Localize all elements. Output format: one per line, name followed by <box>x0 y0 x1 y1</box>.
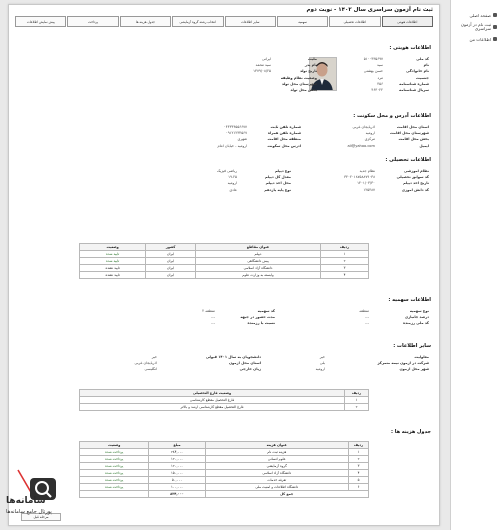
table-row: ۳ دانشگاه آزاد اسلامی ایران تایید نشده <box>80 265 369 272</box>
tab-other[interactable]: سایر اطلاعات <box>225 16 276 27</box>
form-icon <box>493 25 497 29</box>
address-section-title: اطلاعات آدرس و محل سکونت : <box>353 113 431 119</box>
tab-field-group[interactable]: انتخاب رشته گروه آزمایشی <box>172 16 223 27</box>
user-icon <box>493 37 497 41</box>
step-tabs <box>15 16 433 27</box>
tab-fees[interactable]: جدول هزینه ها <box>120 16 171 27</box>
table-row: ۵ تعرفه خدمات ۵۰,۰۰۰ پرداخت شده <box>80 477 369 484</box>
table-row: ۴ دانشگاه آزاد اسلامی ۱۵۰,۰۰۰ پرداخت شده <box>80 470 369 477</box>
table-header-row: ردیف عنوان مقاطع کشور وضعیت <box>80 244 369 251</box>
home-icon <box>493 13 497 17</box>
table-row: ۴ وابسته به وزارت علوم ایران تایید نشده <box>80 272 369 279</box>
graduation-table <box>79 389 369 411</box>
address-grid: استان محل اقامت آذربایجان غربی شماره تلفن ثابت ۰۴۴۳۴۴۵۵۶۶۷۷ شهرستان محل اقامت ارومیه شماره تلفن همراه ۰۹۱۲۱۲۳۴۵۶۷ بخش محل اقامت مرکزی منطقه محل اقامت شهری ایمیل ali@yahoo.com آدرس محل سکونت ارومیه - خیابان امام <box>217 125 429 148</box>
other-section-title: سایر اطلاعات : <box>393 343 431 349</box>
other-grid: معلولیت خیر دانشجویان به سال ۱۴۰۱ قبولی خیر شرکت در آزمون نیمه متمرکز بلی استان محل آزمون آذربایجان غربی شهر محل آزمون ارومیه زبان خارجی انگلیسی <box>134 355 429 372</box>
watermark-brand: سامانه‌ها <box>6 496 46 506</box>
table-header-row: ردیف وضعیت فارغ التحصیلی <box>80 390 369 397</box>
tab-identity[interactable]: اطلاعات هویتی <box>382 16 433 27</box>
identity-grid: کد ملی ۵۱۰۰۴۳۵۶۹۷ ملیت ایرانی نام سید نام پدر سید محمد نام خانوادگی حسن بهشتی تاریخ تولد ۱۳۷۹/۰۸/۲۵ جنسیت مرد وضعیت نظام وظیفه شماره شناسنامه ۴۵۶ شهرستان محل تولد سریال شناسنامه ۴۶۳۰۲۲ بخش محل تولد <box>253 57 429 92</box>
previous-step-button[interactable]: مرحله قبل <box>21 513 61 521</box>
education-grid: نظام آموزشی نظام جدید نوع دیپلم ریاضی فیزیک کد سوابق تحصیلی ۳۴۰۲۰۱۸۷۵۸۸۷۹۰۳۸ معدل کل دیپلم ۱۹.۲۵ تاریخ اخذ دیپلم ۱۴۰۱/۰۳/۳۰ محل اخذ دیپلم ارومیه کد دانش آموزی ۱۲۵۴۸۷ نوع پایه یازدهم عادی <box>216 169 429 192</box>
quota-grid: نوع سهمیه منطقه کد سهمیه منطقه ۲ درصد جانبازی --- مدت حضور در جبهه --- کد ملی رزمنده --- نسبت با رزمنده --- <box>202 309 429 326</box>
tab-payment[interactable]: پرداخت <box>67 16 118 27</box>
sidebar-item-home[interactable] <box>451 10 500 20</box>
table-row: ۳ گروه آزمایشی ۱۲۰,۰۰۰ پرداخت شده <box>80 463 369 470</box>
sidebar-item-label: صفحه اصلی <box>469 12 491 18</box>
table-header-row: ردیف عنوان هزینه مبلغ وضعیت <box>80 442 369 449</box>
tab-education[interactable]: اطلاعات تحصیلی <box>329 16 380 27</box>
watermark-subtitle: پورتال جامع سامانه‌ها <box>6 509 52 515</box>
quota-section-title: اطلاعات سهمیه : <box>388 297 431 303</box>
table-row: ۶ دانشگاه اطلاعات و امنیت ملی ۱۰۰,۰۰۰ پرداخت شده <box>80 484 369 491</box>
education-table <box>79 243 369 279</box>
table-row: ۲ علوم انسانی ۱۲۰,۰۰۰ پرداخت شده <box>80 456 369 463</box>
tab-preview[interactable]: پیش نمایش اطلاعات <box>15 16 66 27</box>
sidebar-item-my-info[interactable] <box>451 34 500 44</box>
table-row: ۲ پیش دانشگاهی ایران تایید شده <box>80 258 369 265</box>
fees-section-title: جدول هزینه ها : <box>390 429 431 435</box>
sidebar-item-label: اطلاعات من <box>469 36 491 42</box>
table-row: ۱ دیپلم ایران تایید شده <box>80 251 369 258</box>
table-row: ۱ هزینه ثبت نام ۲۸۴,۰۰۰ پرداخت شده <box>80 449 369 456</box>
sidebar-item-register[interactable] <box>451 20 500 34</box>
tab-quota[interactable]: سهمیه <box>277 16 328 27</box>
table-total-row: جمع کل ۸۲۴,۰۰۰ <box>80 491 369 498</box>
table-row: ۲ فارغ التحصیل مقطع کارشناسی ارشد و بالاتر <box>80 404 369 411</box>
fees-table <box>79 441 369 498</box>
sidebar-item-label: ثبت نام در آزمون سراسری <box>460 21 491 31</box>
identity-section-title: اطلاعات هویتی : <box>389 45 431 51</box>
table-row: ۱ فارغ التحصیل مقطع کارشناسی <box>80 397 369 404</box>
main-panel <box>8 4 440 526</box>
page-title: ثبت نام آزمون سراسری سال ۱۴۰۲ - نوبت دوم <box>306 7 433 13</box>
right-sidebar <box>450 0 500 530</box>
education-section-title: اطلاعات تحصیلی : <box>385 157 431 163</box>
